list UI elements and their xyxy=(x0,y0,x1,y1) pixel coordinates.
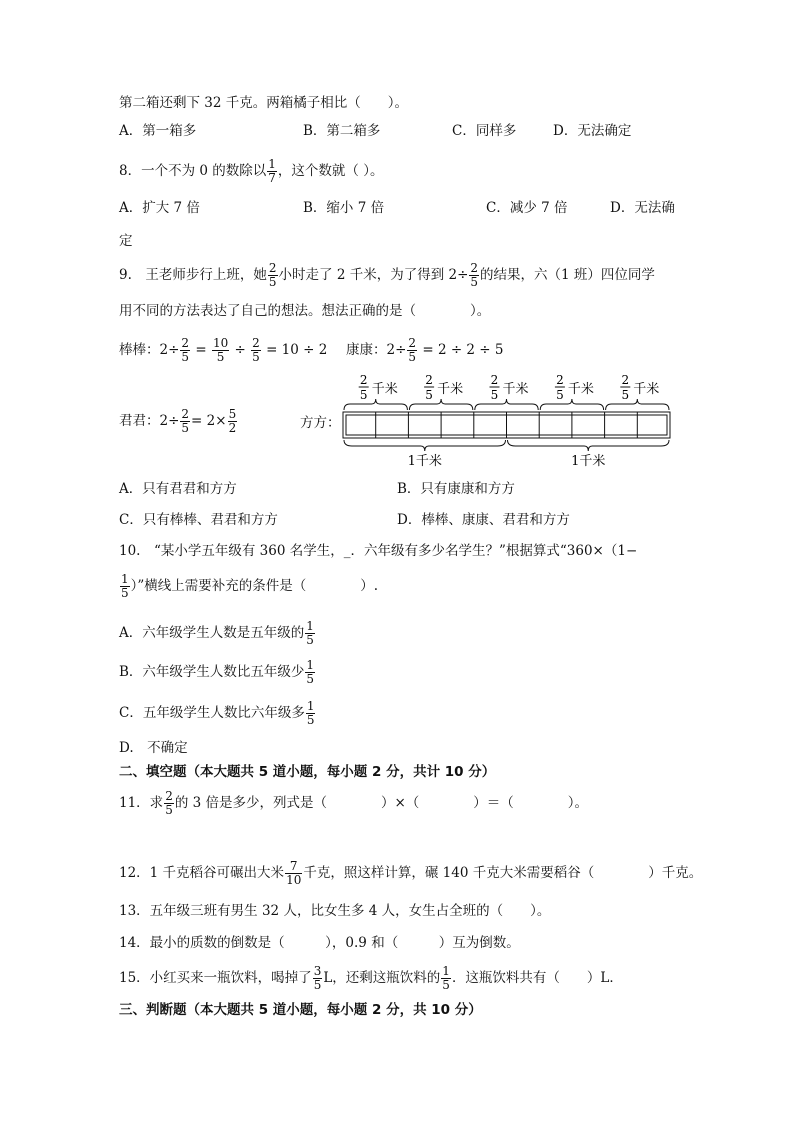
segment-fraction-num: 2 xyxy=(621,373,630,387)
q8-option-d: D．无法确 xyxy=(610,200,675,216)
q10-option-c: C．五年级学生人数比六年级多 $\frac{1}{5}$ xyxy=(119,699,315,727)
q12: 12．1 千克稻谷可碾出大米 $\frac{7}{10}$ 千克，照这样计算，碾 140 千克大米需要稻谷（ ）千克。 xyxy=(119,859,703,887)
segment-unit-label: 千米 xyxy=(371,382,398,397)
kilometer-label: 1千米 xyxy=(571,454,606,468)
q9-fangfang-diagram xyxy=(340,372,675,468)
segment-brace xyxy=(606,399,669,410)
kilometer-label: 1千米 xyxy=(407,454,442,468)
q9-option-c: C．只有棒棒、君君和方方 xyxy=(119,512,278,528)
q8-option-d-wrap: 定 xyxy=(119,233,133,249)
segment-fraction-den: 5 xyxy=(490,388,499,402)
segment-unit-label: 千米 xyxy=(437,382,464,397)
q9-fangfang-label: 方方： xyxy=(300,415,341,431)
q9-kangkang: 康康：2÷ $\frac{2}{5}$ = 2 ÷ 2 ÷ 5 xyxy=(346,336,504,364)
q7-option-b: B．第二箱多 xyxy=(303,123,381,139)
q8-stem: 8．一个不为 0 的数除以 $\frac{1}{7}$ ，这个数就（ ）。 xyxy=(119,157,384,185)
segment-fraction-den: 5 xyxy=(556,388,564,402)
segment-fraction-num: 2 xyxy=(425,373,433,387)
segment-fraction-den: 5 xyxy=(425,388,433,402)
segment-fraction-den: 5 xyxy=(359,388,368,402)
q10-option-b: B．六年级学生人数比五年级少 $\frac{1}{5}$ xyxy=(119,658,315,686)
q10-stem-line1: 10. “某小学五年级有 360 名学生，_．六年级有多少名学生？”根据算式“360×（1− xyxy=(119,543,638,559)
q10-option-a: A．六年级学生人数是五年级的 $\frac{1}{5}$ xyxy=(119,619,314,647)
q9-fraction-time: $\frac{2}{5}$ xyxy=(268,261,277,289)
segment-unit-label: 千米 xyxy=(567,382,594,397)
segment-fraction-num: 2 xyxy=(359,373,368,387)
q9-fraction-divisor: $\frac{2}{5}$ xyxy=(470,261,479,289)
segment-brace xyxy=(475,399,538,410)
segment-brace xyxy=(540,399,603,410)
segment-unit-label: 千米 xyxy=(633,382,660,397)
q9-bangbang: 棒棒：2÷ $\frac{2}{5}$ = $\frac{10}{5}$ ÷ $\frac{2}{5}$ = 10 ÷ 2 xyxy=(119,336,328,364)
segment-unit-label: 千米 xyxy=(502,382,529,397)
q8-fraction: $\frac{1}{7}$ xyxy=(268,157,276,185)
kilometer-brace xyxy=(344,440,506,451)
q7-option-d: D．无法确定 xyxy=(553,123,632,139)
q15: 15．小红买来一瓶饮料，喝掉了 $\frac{3}{5}$ L，还剩这瓶饮料的 $\frac{1}{5}$ ．这瓶饮料共有（ ）L． xyxy=(119,964,623,992)
q9-option-b: B．只有康康和方方 xyxy=(397,481,515,497)
q9-stem-line2: 用不同的方法表达了自己的想法。想法正确的是（ ）。 xyxy=(119,303,491,319)
q9-option-d: D．棒棒、康康、君君和方方 xyxy=(397,512,570,528)
q14: 14．最小的质数的倒数是（ ），0.9 和（ ）互为倒数。 xyxy=(119,935,520,951)
q7-option-c: C．同样多 xyxy=(452,123,517,139)
q8-option-b: B．缩小 7 倍 xyxy=(303,200,385,216)
segment-brace xyxy=(344,399,407,410)
q10-stem-line2: $\frac{1}{5}$ ）”横线上需要补充的条件是（ ）. xyxy=(121,572,379,600)
section3-heading: 三、判断题（本大题共 5 道小题，每小题 2 分，共 10 分） xyxy=(119,1002,482,1018)
segment-fraction-num: 2 xyxy=(490,373,499,387)
section2-heading: 二、填空题（本大题共 5 道小题，每小题 2 分，共计 10 分） xyxy=(119,764,496,780)
q10-fraction: $\frac{1}{5}$ xyxy=(121,572,129,600)
q8-option-a: A．扩大 7 倍 xyxy=(119,200,200,216)
q9-junjun: 君君：2÷ $\frac{2}{5}$ = 2× $\frac{5}{2}$ xyxy=(119,407,237,435)
segment-fraction-num: 2 xyxy=(556,373,564,387)
q11: 11．求 $\frac{2}{5}$ 的 3 倍是多少，列式是（ ）×（ ）＝（ ）。 xyxy=(119,789,589,817)
q7-option-a: A．第一箱多 xyxy=(119,123,197,139)
q13: 13．五年级三班有男生 32 人，比女生多 4 人，女生占全班的（ ）。 xyxy=(119,903,551,919)
kilometer-brace xyxy=(508,440,670,451)
q8-option-c: C．减少 7 倍 xyxy=(486,200,568,216)
q9-stem-line1: 9. 王老师步行上班，她 $\frac{2}{5}$ 小时走了 2 千米，为了得到 2÷ $\frac{2}{5}$ 的结果，六（1 班）四位同学 xyxy=(119,261,655,289)
segment-fraction-den: 5 xyxy=(621,388,630,402)
q10-option-d: D. 不确定 xyxy=(119,740,188,756)
q9-option-a: A．只有君君和方方 xyxy=(119,481,237,497)
q7-stem-tail: 第二箱还剩下 32 千克。两箱橘子相比（ ）。 xyxy=(119,95,409,111)
segment-brace xyxy=(409,399,472,410)
